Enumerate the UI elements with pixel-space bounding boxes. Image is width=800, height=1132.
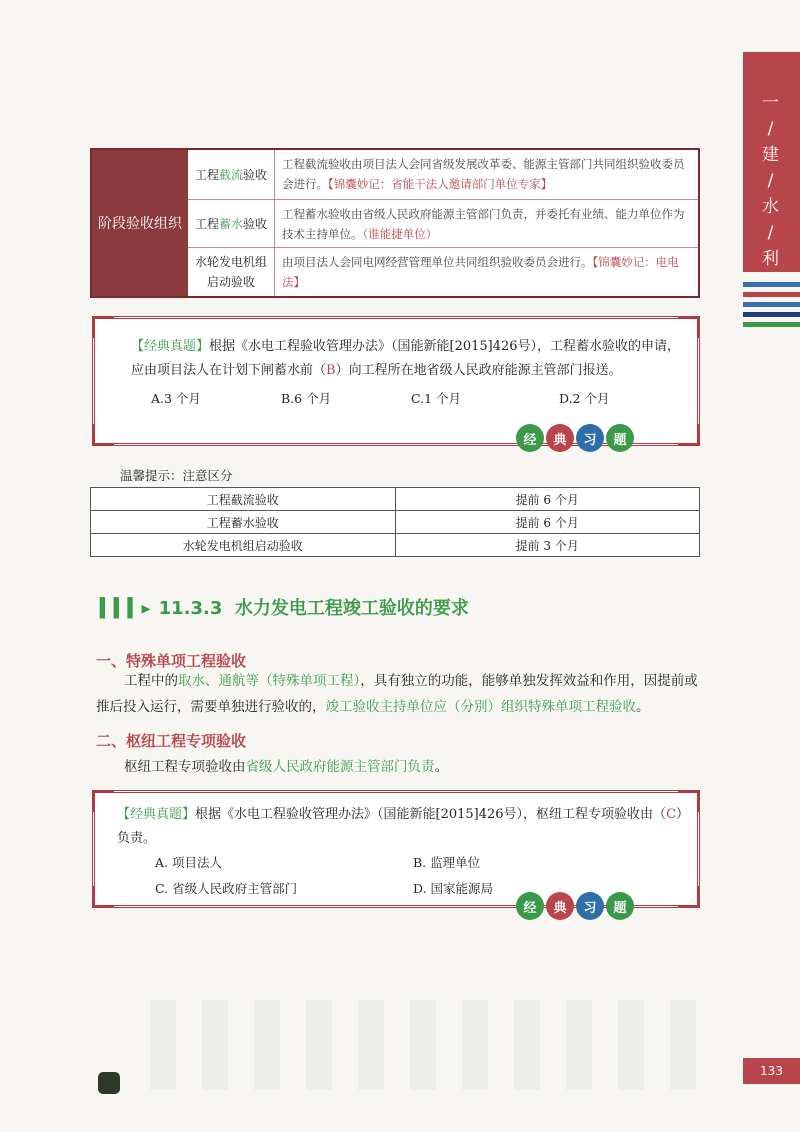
compare-table [90, 487, 700, 557]
option-c: C.1 个月 [411, 391, 462, 406]
table-row [188, 248, 698, 296]
badge-exercise: 习 [576, 424, 604, 452]
decor-stripe-red [743, 292, 800, 297]
table-row: 工程截流验收 提前 6 个月 [91, 488, 700, 511]
stage-table-header: 阶段验收组织 [92, 150, 188, 296]
footer-decoration [150, 1000, 710, 1090]
frame-corner [92, 316, 114, 338]
frame-corner [678, 886, 700, 908]
row-label: 工程蓄水验收 [188, 200, 275, 247]
tips-label: 温馨提示：注意区分 [120, 468, 233, 483]
chapter-side-tab [743, 52, 800, 272]
decor-stripe-blue [743, 282, 800, 287]
paragraph-2: 枢纽工程专项验收由省级人民政府能源主管部门负责。 [124, 759, 448, 775]
stage-acceptance-table [90, 148, 700, 298]
decor-stripe-navy [743, 312, 800, 317]
option-b: B. 监理单位 [413, 855, 481, 870]
row-text: 工程截流验收由项目法人会同省级发展改革委、能源主管部门共同组织验收委员会进行。【锦囊妙记：省能干法人邀请部门单位专家】 [282, 157, 685, 191]
table-row [188, 200, 698, 248]
section-bars-icon: ▍▍▍▸ [100, 598, 151, 619]
option-b: B.6 个月 [281, 391, 332, 406]
badge-exercise: 习 [576, 892, 604, 920]
row-text: 由项目法人会同电网经营管理单位共同组织验收委员会进行。【锦囊妙记：电电法】 [282, 255, 679, 289]
decor-stripe-blue-2 [743, 302, 800, 307]
section-title: ▍▍▍▸ 11.3.3 水力发电工程竣工验收的要求 [100, 598, 469, 619]
page-number: 133 [743, 1058, 800, 1084]
option-a: A. 项目法人 [155, 855, 222, 870]
frame-corner [92, 886, 114, 908]
badge-classic: 典 [546, 892, 574, 920]
decor-stripe-green [743, 322, 800, 327]
subsection-title-1: 一、特殊单项工程验收 [96, 652, 247, 670]
badge-exercise: 题 [606, 892, 634, 920]
footer-logo-icon [98, 1072, 120, 1094]
badge-classic: 经 [516, 892, 544, 920]
exercise-box-1 [92, 316, 700, 446]
row-label: 工程截流验收 [188, 150, 275, 199]
option-d: D.2 个月 [559, 391, 610, 406]
badge-classic: 经 [516, 424, 544, 452]
table-row: 工程蓄水验收 提前 6 个月 [91, 511, 700, 534]
frame-corner [678, 424, 700, 446]
table-row [188, 150, 698, 200]
exercise-box-2 [92, 790, 700, 908]
chapter-tab-text: 一 / 建 / 水 / 利 [762, 93, 781, 269]
row-text: 工程蓄水验收由省级人民政府能源主管部门负责，并委托有业绩、能力单位作为技术主持单位。（谁能捷单位） [282, 207, 685, 241]
paragraph-1: 工程中的取水、通航等（特殊单项工程），具有独立的功能，能够单独发挥效益和作用，因提前或推后投入运行，需要单独进行验收的，竣工验收主持单位应（分别）组织特殊单项工程验收。 [96, 673, 698, 715]
subsection-title-2: 二、枢纽工程专项验收 [96, 732, 247, 750]
frame-corner [92, 790, 114, 812]
option-d: D. 国家能源局 [413, 881, 494, 896]
exercise-question: 【经典真题】根据《水电工程验收管理办法》（国能新能[2015]426号），工程蓄水验收的申请，应由项目法人在计划下闸蓄水前（B）向工程所在地省级人民政府能源主管部门报送。 [131, 339, 681, 378]
exercise-question: 【经典真题】根据《水电工程验收管理办法》（国能新能[2015]426号），枢纽工程专项验收由（C）负责。 [117, 807, 683, 846]
frame-corner [92, 424, 114, 446]
option-a: A.3 个月 [151, 391, 201, 406]
badge-classic: 典 [546, 424, 574, 452]
row-label: 水轮发电机组 启动验收 [188, 248, 275, 296]
table-row: 水轮发电机组启动验收 提前 3 个月 [91, 534, 700, 557]
badge-exercise: 题 [606, 424, 634, 452]
option-c: C. 省级人民政府主管部门 [155, 881, 298, 896]
